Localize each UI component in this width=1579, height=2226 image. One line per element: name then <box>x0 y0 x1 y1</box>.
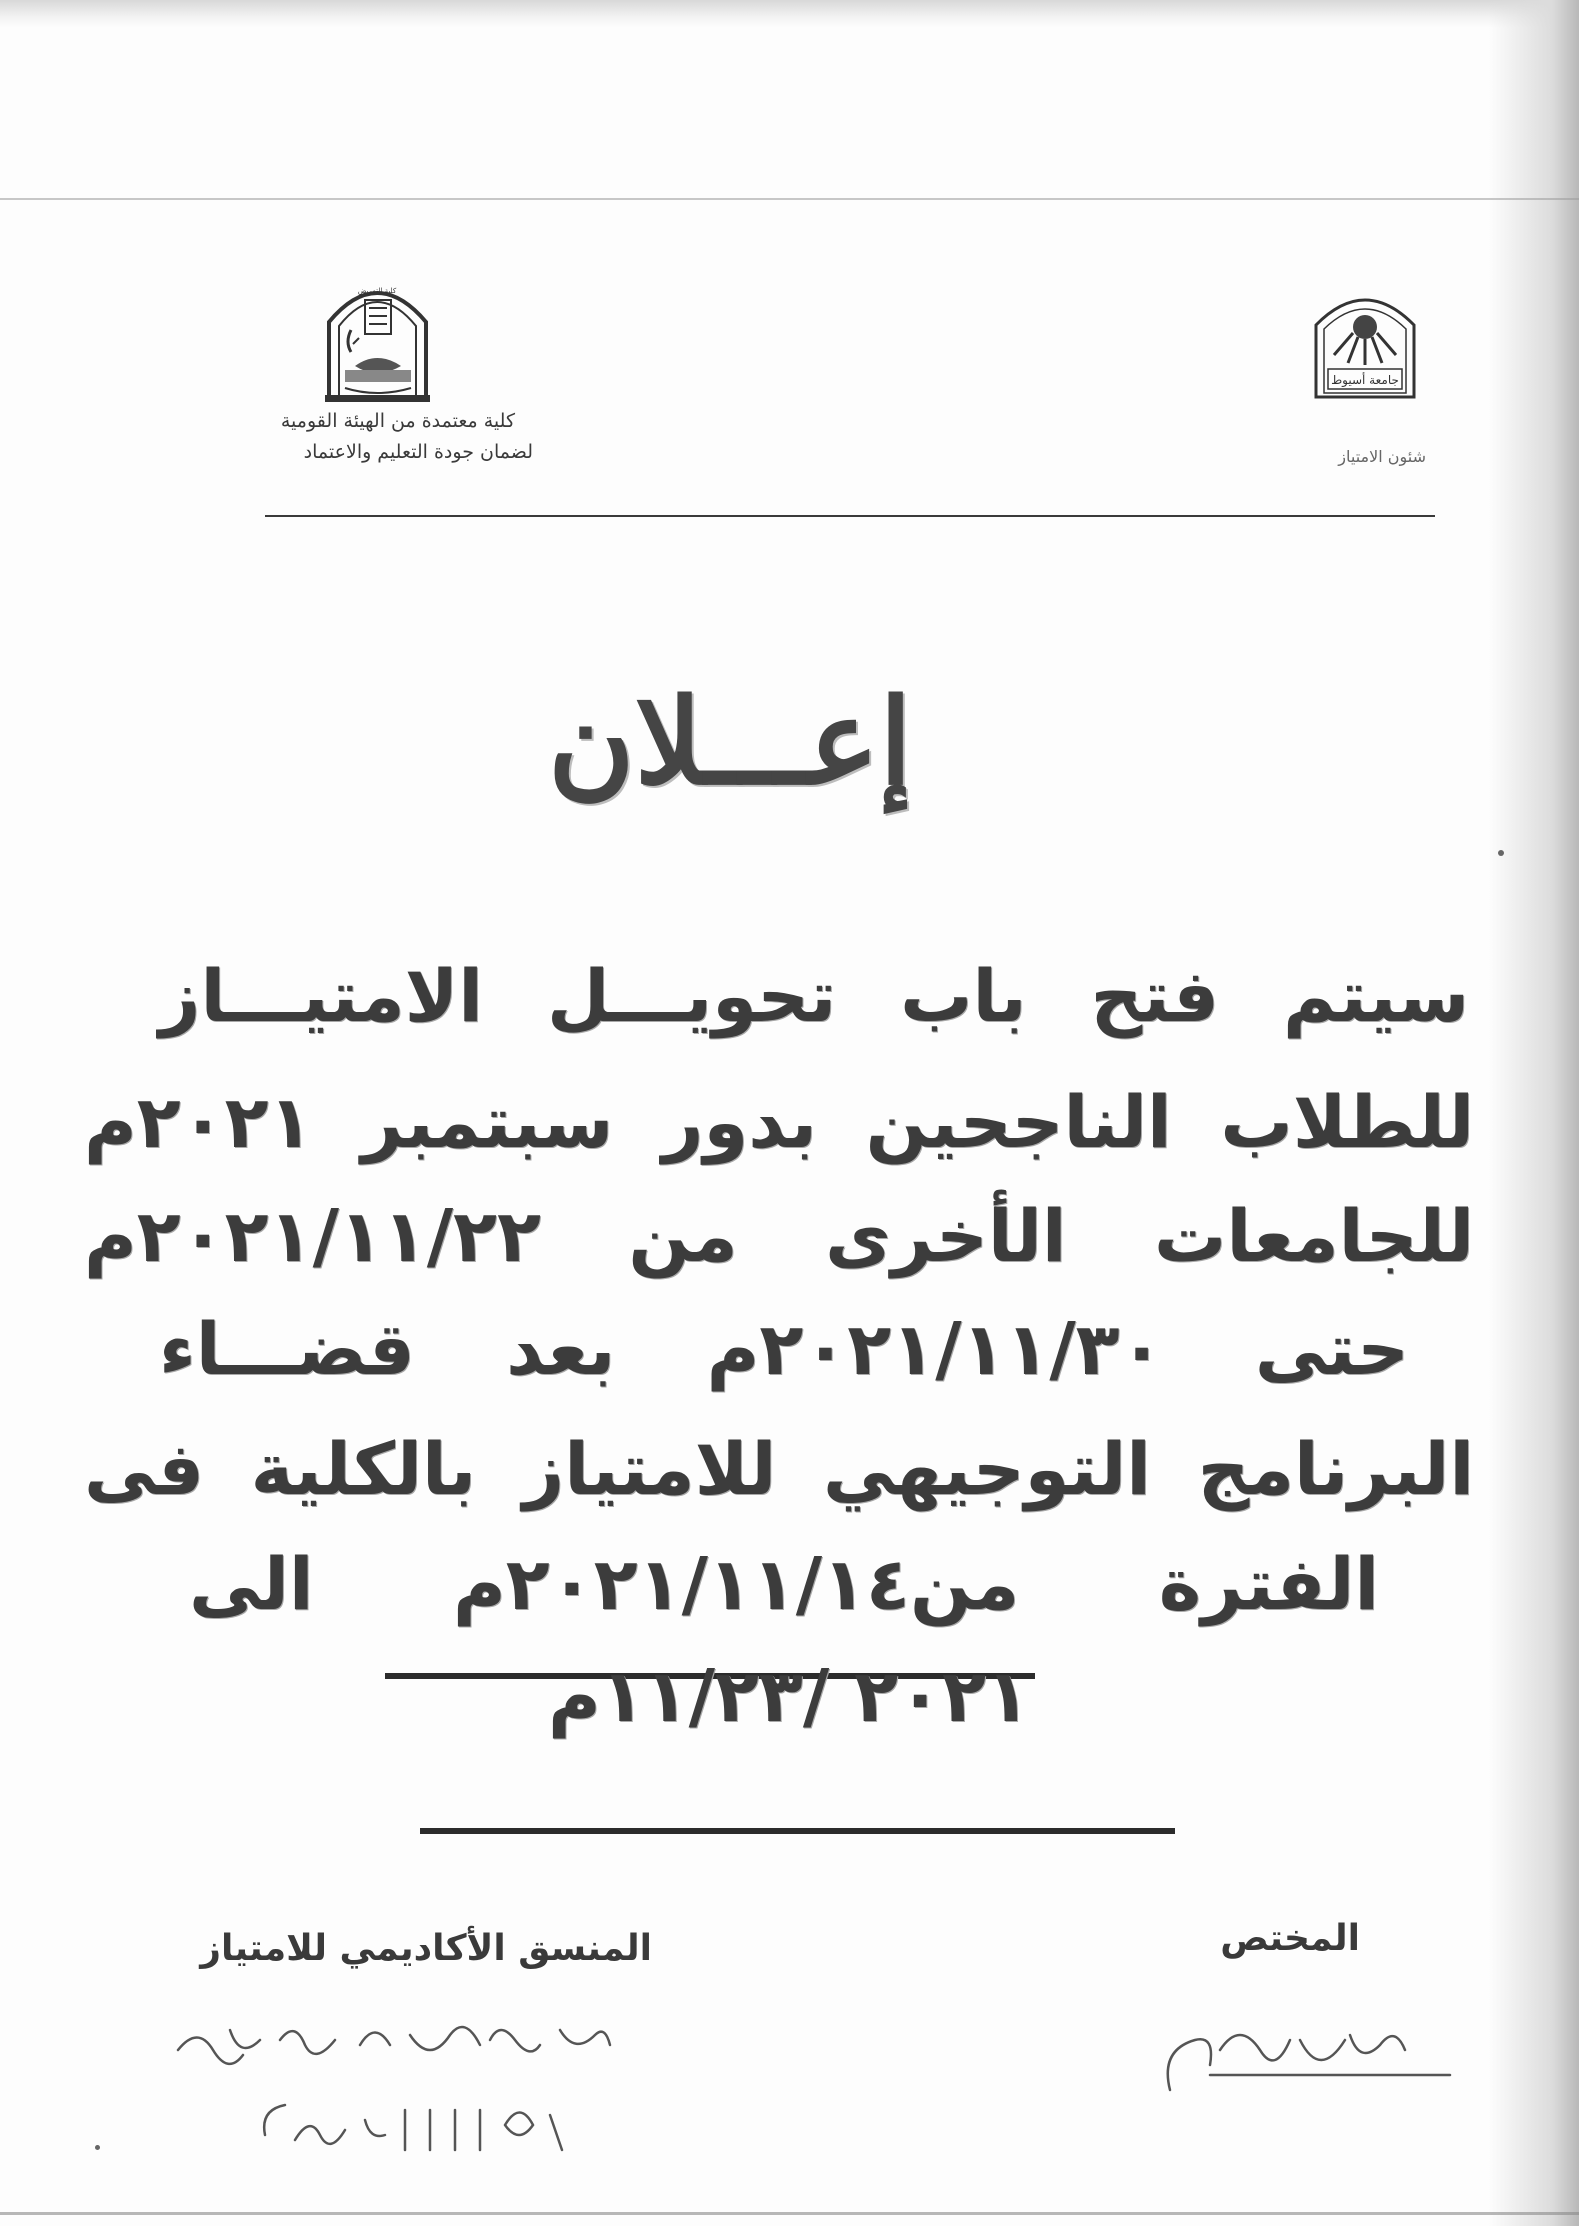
scan-speck <box>1498 850 1504 856</box>
coordinator-title: المنسق الأكاديمي للامتياز <box>200 1928 652 1969</box>
scan-right-shadow <box>1489 0 1579 2226</box>
announcement-line-1: سيتم فتح باب تحويـــل الامتيـــاز <box>159 954 1469 1038</box>
header-divider <box>265 515 1435 517</box>
officer-title: المختص <box>1220 1918 1360 1959</box>
accreditation-line-1: كلية معتمدة من الهيئة القومية <box>280 410 515 432</box>
accreditation-line-2: لضمان جودة التعليم والاعتماد <box>303 441 533 463</box>
scan-bottom-edge <box>0 2212 1579 2215</box>
announcement-line-4: حتى ٢٠٢١/١١/٣٠م بعد قضـــاء <box>159 1307 1409 1391</box>
university-logo <box>1310 285 1420 400</box>
announcement-line-5: البرنامج التوجيهي للامتياز بالكلية فى <box>84 1427 1474 1511</box>
department-label: شئون الامتياز <box>1338 447 1426 466</box>
scan-top-edge <box>0 0 1579 28</box>
coordinator-signature <box>170 2010 620 2080</box>
announcement-line-2: للطلاب الناجحين بدور سبتمبر ٢٠٢١م <box>84 1080 1474 1164</box>
announcement-line-7: ٢٠٢١ /١١/٢٣م <box>547 1654 1030 1738</box>
university-logo-text: جامعة أسيوط <box>1331 373 1399 387</box>
announcement-line-6: الفترة من٢٠٢١/١١/١٤م الى <box>189 1542 1379 1626</box>
svg-text:كلية التمريض: كلية التمريض <box>357 287 397 295</box>
date-underline-2 <box>420 1828 1175 1834</box>
scan-fold-line <box>0 198 1579 200</box>
faculty-seal-logo <box>315 270 440 405</box>
announcement-line-3: للجامعات الأخرى من ٢٠٢١/١١/٢٢م <box>84 1194 1474 1278</box>
officer-signature <box>1150 2010 1470 2105</box>
announcement-title: إعـــلان <box>548 672 912 811</box>
signature-date <box>255 2085 585 2165</box>
scan-speck <box>95 2145 100 2150</box>
